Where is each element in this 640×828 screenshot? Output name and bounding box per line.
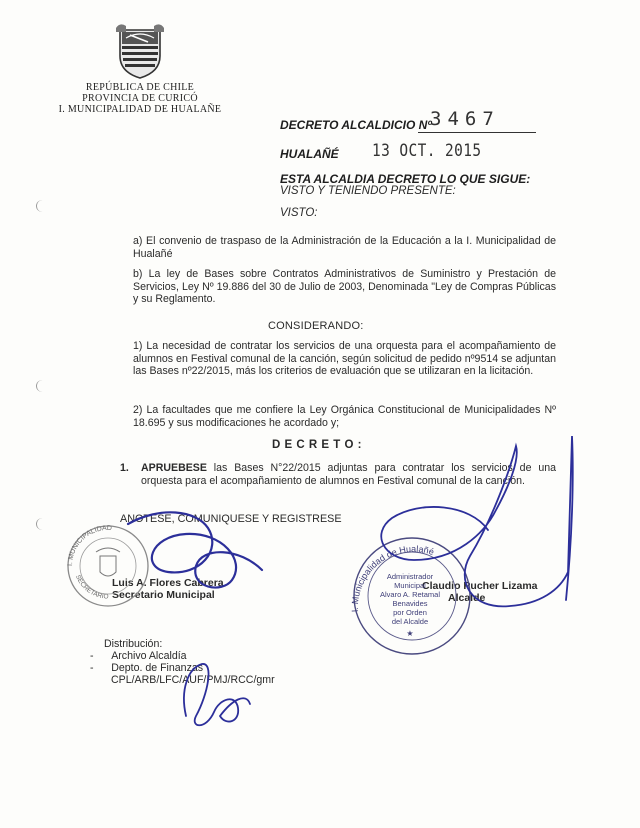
decreto-item-1 xyxy=(141,462,556,487)
punch-hole-top xyxy=(36,200,49,212)
distribution-heading: Distribución: xyxy=(104,638,163,650)
visto-heading: VISTO: xyxy=(280,207,318,219)
distribution-item-1: - Archivo Alcaldía xyxy=(90,650,187,662)
decreto-item-text: las Bases N°22/2015 adjuntas para contratar los servicios de una orquesta para el acompañamiento de alumnos en Festival comunal de la canción. xyxy=(141,462,556,487)
intro-line-2: VISTO Y TENIENDO PRESENTE: xyxy=(280,185,456,197)
visto-item-b: b) La ley de Bases sobre Contratos Administrativos de Suministro y Prestación de Servicios, Ley Nº 19.886 del 30 de Julio de 2003, Denominada "Ley de Compras Públicas y su Reglamento. xyxy=(133,268,556,306)
decree-place: HUALAÑÉ xyxy=(280,147,339,161)
punch-hole-middle xyxy=(36,380,49,392)
right-stamp-arc-text: I. Municipalidad de Hualañé xyxy=(349,543,436,613)
right-stamp-line-3: Alvaro A. Retamal xyxy=(379,590,441,599)
decree-number-underline xyxy=(418,132,536,133)
right-stamp-line-6: del Alcalde xyxy=(391,617,429,626)
considerando-item-2: 2) La facultades que me confiere la Ley Orgánica Constitucional de Municipalidades Nº 18.695 y sus modificaciones he acordado y; xyxy=(133,404,556,429)
right-signer-title: Alcalde xyxy=(448,592,486,604)
decreto-keyword: APRUEBESE xyxy=(141,462,207,474)
decree-date-stamp: 13 OCT. 2015 xyxy=(372,141,482,161)
right-stamp-line-1: Administrador xyxy=(386,572,434,581)
right-stamp-line-4: Benavides xyxy=(392,599,428,608)
considerando-item-1: 1) La necesidad de contratar los servicios de una orquesta para el acompañamiento de alumnos en Festival comunal de la canción, según solicitud de pedido nº9514 se adjuntan las Bases nº22/2015, más los criterios de evaluación que se utilizaran en la licitación. xyxy=(133,340,556,378)
distribution-item-2: - Depto. de Finanzas xyxy=(90,662,204,674)
closing-line: ANOTESE, COMUNIQUESE Y REGISTRESE xyxy=(120,513,342,525)
intro-line-1: ESTA ALCALDIA DECRETO LO QUE SIGUE: xyxy=(280,172,531,186)
header-municipality: I. MUNICIPALIDAD DE HUALAÑE xyxy=(58,104,222,115)
left-signer-title: Secretario Municipal xyxy=(112,589,215,601)
right-stamp-star-icon: ★ xyxy=(406,629,414,638)
left-stamp-arc-bottom: SECRETARIO xyxy=(74,573,109,601)
right-stamp-line-2: Municipal xyxy=(394,581,426,590)
left-stamp-arc-text: I. MUNICIPALIDAD xyxy=(66,524,112,567)
decree-number: 3467 xyxy=(430,108,500,130)
visto-item-a: a) El convenio de traspaso de la Administración de la Educación a la I. Municipalidad de Hualañé xyxy=(133,235,556,260)
punch-hole-bottom xyxy=(36,518,49,530)
considerando-heading: CONSIDERANDO: xyxy=(268,320,364,332)
distribution-initials: CPL/ARB/LFC/AUF/PMJ/RCC/gmr xyxy=(111,674,275,686)
header-country: REPÚBLICA DE CHILE xyxy=(85,82,195,93)
left-signer-name: Luis A. Flores Cabrera xyxy=(112,577,224,589)
decreto-heading: D E C R E T O : xyxy=(272,439,362,451)
right-signer-name: Claudio Pucher Lizama xyxy=(422,580,538,592)
right-stamp-line-5: por Orden xyxy=(393,608,427,617)
header-province: PROVINCIA DE CURICÓ xyxy=(82,93,198,104)
municipal-crest-icon xyxy=(116,22,164,80)
decree-label: DECRETO ALCALDICIO Nº xyxy=(280,118,432,132)
decreto-item-number: 1. xyxy=(120,462,129,474)
